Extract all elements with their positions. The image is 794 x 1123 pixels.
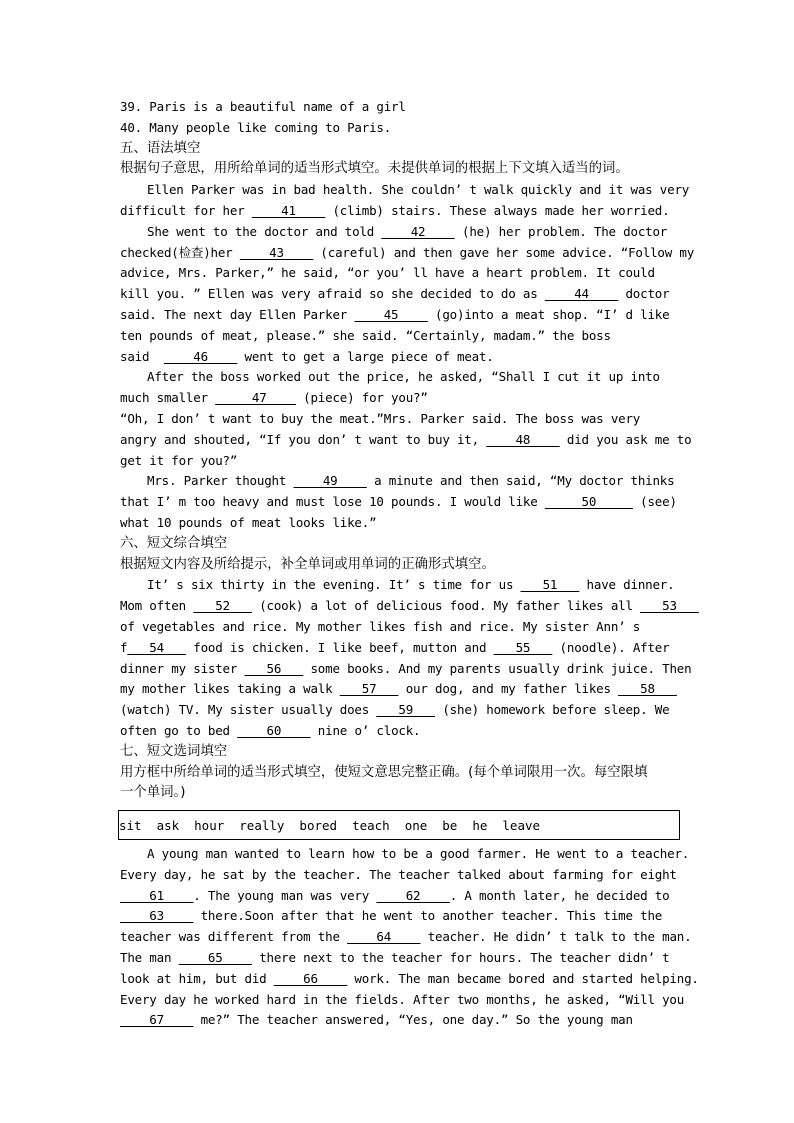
word-bank-word: sit: [119, 818, 142, 834]
passage-text: (go)into a meat shop. “I’ d like: [427, 306, 670, 322]
passage-text: checked(检查)her: [120, 244, 240, 260]
passage-text: Every day, he sat by the teacher. The teacher talked about farming for eight: [120, 866, 677, 882]
passage-line: [120, 263, 680, 284]
passage-text: kill you. ” Ellen was very afraid so she decided to do as: [120, 286, 545, 302]
passage-line: [120, 347, 680, 368]
passage-text: f: [120, 639, 128, 655]
answer-blank[interactable]: ___53___: [640, 598, 699, 614]
passage-text: did you ask me to: [559, 431, 692, 447]
passage-text: difficult for her: [120, 202, 252, 218]
section-5-title: 五、语法填空: [120, 140, 201, 156]
passage-text: She went to the doctor and told: [147, 223, 382, 239]
passage-line: [120, 409, 680, 430]
passage-line: [120, 388, 680, 409]
passage-line: [120, 222, 680, 243]
passage-line: [120, 305, 680, 326]
passage-text: of vegetables and rice. My mother likes fish and rice. My sister Ann’ s: [120, 618, 641, 634]
section-5-passage: [120, 180, 695, 534]
passage-line: [120, 284, 680, 305]
passage-text: (she) homework before sleep. We: [435, 702, 670, 718]
passage-text: dinner my sister: [120, 660, 245, 676]
answer-blank[interactable]: ___52___: [193, 598, 252, 614]
passage-text: advice, Mrs. Parker,” he said, “or you’ ll have a heart problem. It could: [120, 265, 655, 281]
answer-blank[interactable]: ____44____: [544, 286, 619, 302]
section-7-instruction-cont: 一个单词。): [120, 785, 186, 801]
section-7-instruction: 用方框中所给单词的适当形式填空，使短文意思完整正确。(每个单词限用一次。每空限填: [120, 764, 648, 780]
passage-text: It’ s six thirty in the evening. It’ s time for us: [147, 577, 521, 593]
answer-blank[interactable]: ___54___: [127, 639, 186, 655]
passage-text: get it for you?”: [120, 452, 238, 468]
answer-blank[interactable]: ____43____: [239, 244, 314, 260]
passage-line: [120, 513, 680, 534]
passage-text: . The young man was very: [193, 887, 377, 903]
passage-line: [120, 969, 699, 990]
answer-blank[interactable]: _____50_____: [544, 494, 633, 510]
passage-text: (see): [632, 494, 677, 510]
passage-text: a minute and then said, “My doctor thinks: [366, 473, 675, 489]
answer-blank[interactable]: ____61____: [120, 887, 194, 903]
passage-line: [120, 596, 699, 617]
passage-text: . A month later, he decided to: [449, 887, 670, 903]
passage-text: said. The next day Ellen Parker: [120, 306, 355, 322]
passage-text: some books. And my parents usually drink juice. Then: [303, 660, 692, 676]
answer-blank[interactable]: ____45____: [354, 306, 428, 322]
passage-line: [120, 927, 692, 948]
passage-line: [120, 451, 680, 472]
passage-text: food is chicken. I like beef, mutton and: [185, 639, 494, 655]
word-bank-word: he: [472, 818, 488, 834]
passage-line: [120, 679, 680, 700]
passage-text: that I’ m too heavy and must lose 10 pounds. I would like: [120, 494, 545, 510]
section-6-passage: [120, 575, 699, 741]
passage-text: “Oh, I don’ t want to buy the meat.”Mrs. Parker said. The boss was very: [120, 410, 641, 426]
passage-text: there.Soon after that he went to another teacher. This time the: [193, 908, 663, 924]
passage-text: (piece) for you?”: [295, 390, 428, 406]
passage-line: [120, 990, 685, 1011]
passage-line: [120, 906, 680, 927]
passage-text: The man: [120, 950, 179, 966]
word-bank-word: teach: [352, 818, 390, 834]
answer-blank[interactable]: ___57___: [339, 681, 399, 697]
exam-page: [119, 97, 699, 1031]
passage-text: said: [120, 348, 164, 364]
word-bank-word: ask: [156, 818, 180, 834]
answer-blank[interactable]: ____62____: [376, 887, 450, 903]
passage-text: often go to bed: [120, 722, 238, 738]
passage-line: [120, 1010, 680, 1031]
passage-line: [120, 886, 680, 907]
passage-text: ten pounds of meat, please.” she said. “Certainly, madam.” the boss: [120, 327, 611, 343]
answer-blank[interactable]: ____67____: [120, 1012, 194, 1028]
passage-text: me?” The teacher answered, “Yes, one day.” So the young man: [193, 1012, 633, 1028]
passage-text: Mrs. Parker thought: [147, 473, 294, 489]
word-bank-word: really: [239, 818, 285, 834]
section-6-instruction: 根据短文内容及所给提示，补全单词或用单词的正确形式填空。: [120, 556, 495, 572]
answer-blank[interactable]: _____47____: [215, 390, 296, 406]
passage-line: [120, 659, 692, 680]
answer-blank[interactable]: ____63____: [120, 908, 194, 924]
word-bank-word: bored: [299, 818, 338, 834]
passage-line: [120, 865, 680, 886]
answer-blank[interactable]: ____65____: [178, 950, 252, 966]
answer-blank[interactable]: ___51___: [520, 577, 580, 593]
passage-line: [120, 948, 680, 969]
passage-text: went to get a large piece of meat.: [237, 348, 494, 364]
word-bank-word: leave: [502, 818, 541, 834]
answer-blank[interactable]: ___55___: [493, 639, 553, 655]
passage-line: [120, 326, 680, 347]
answer-blank[interactable]: ____49____: [293, 473, 367, 489]
passage-line: [120, 201, 680, 222]
passage-text: there next to the teacher for hours. The teacher didn’ t: [251, 950, 670, 966]
passage-text: (climb) stairs. These always made her worried.: [325, 202, 670, 218]
passage-line: [120, 180, 690, 201]
passage-text: much smaller: [120, 390, 216, 406]
question-39: 39. Paris is a beautiful name of a girl: [120, 99, 406, 114]
passage-line: [120, 575, 680, 596]
word-bank-word: be: [442, 818, 458, 834]
answer-blank[interactable]: ____41____: [251, 202, 326, 218]
answer-blank[interactable]: ___59___: [376, 702, 436, 718]
passage-line: [120, 700, 680, 721]
section-6-title: 六、短文综合填空: [120, 535, 228, 551]
passage-text: Mom often: [120, 598, 194, 614]
passage-text: doctor: [618, 286, 670, 302]
passage-line: [120, 430, 692, 451]
word-bank-box: [118, 810, 680, 840]
answer-blank[interactable]: ___58___: [618, 681, 677, 697]
passage-text: (watch) TV. My sister usually does: [120, 702, 377, 718]
word-bank-word: one: [404, 818, 428, 834]
passage-line: [120, 617, 680, 638]
passage-text: nine o’ clock.: [310, 722, 421, 738]
answer-blank[interactable]: ____64____: [347, 929, 421, 945]
passage-text: teacher was different from the: [120, 929, 348, 945]
passage-text: look at him, but did: [120, 970, 274, 986]
passage-text: Every day he worked hard in the fields. After two months, he asked, “Will you: [120, 991, 685, 1007]
passage-text: (noodle). After: [552, 639, 670, 655]
section-5-instruction: 根据句子意思，用所给单词的适当形式填空。未提供单词的根据上下文填入适当的词。: [120, 161, 629, 177]
passage-text: Ellen Parker was in bad health. She couldn’ t walk quickly and it was very: [147, 182, 690, 198]
passage-line: [120, 638, 680, 659]
passage-text: (he) her problem. The doctor: [454, 223, 668, 239]
passage-text: angry and shouted, “If you don’ t want to buy it,: [120, 431, 487, 447]
passage-line: [120, 492, 680, 513]
passage-text: After the boss worked out the price, he asked, “Shall I cut it up into: [147, 369, 660, 385]
answer-blank[interactable]: ____42____: [381, 223, 455, 239]
passage-text: have dinner.: [579, 577, 675, 593]
passage-text: (careful) and then gave her some advice. “Follow my: [313, 244, 695, 260]
passage-line: [120, 367, 680, 388]
passage-text: my mother likes taking a walk: [120, 681, 340, 697]
passage-line: [120, 844, 690, 865]
passage-text: work. The man became bored and started helping.: [347, 970, 699, 986]
passage-text: teacher. He didn’ t talk to the man.: [420, 929, 692, 945]
passage-text: (cook) a lot of delicious food. My father likes all: [251, 598, 641, 614]
passage-text: A young man wanted to learn how to be a good farmer. He went to a teacher.: [147, 846, 690, 862]
answer-blank[interactable]: ___56___: [244, 660, 304, 676]
question-40: 40. Many people like coming to Paris.: [120, 119, 392, 135]
section-7-title: 七、短文选词填空: [120, 743, 228, 759]
passage-line: [120, 243, 695, 264]
passage-line: [120, 471, 680, 492]
answer-blank[interactable]: ____46____: [163, 348, 238, 364]
answer-blank[interactable]: ____48____: [486, 431, 560, 447]
answer-blank[interactable]: ____66____: [273, 970, 348, 986]
answer-blank[interactable]: ____60____: [237, 722, 311, 738]
passage-text: our dog, and my father likes: [398, 681, 619, 697]
section-7-passage: [120, 844, 699, 1031]
word-bank-word: hour: [194, 818, 225, 834]
passage-line: [120, 721, 680, 742]
passage-text: what 10 pounds of meat looks like.”: [120, 514, 377, 530]
